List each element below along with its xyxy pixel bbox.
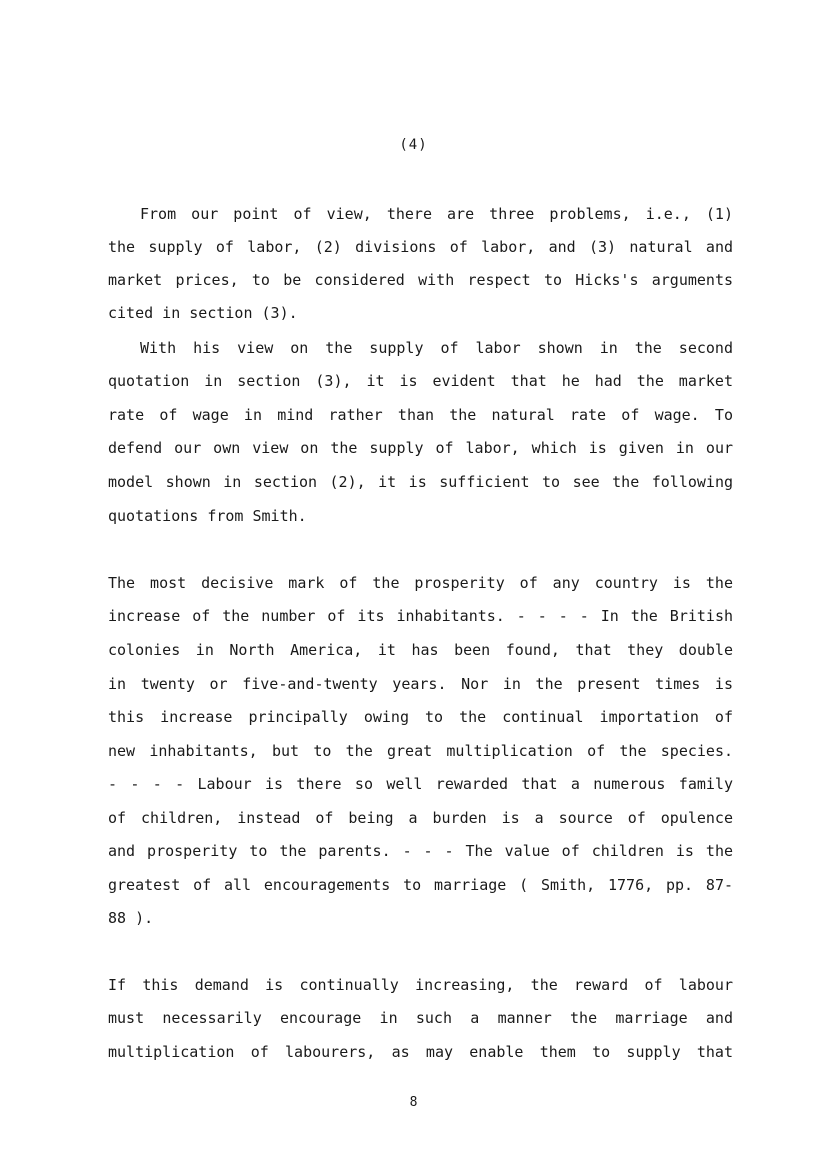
text-line: rate of wage in mind rather than the natural rate of wage. To [108, 406, 733, 424]
quote-line: colonies in North America, it has been found, that they double [108, 641, 733, 659]
quote-line: If this demand is continually increasing, the reward of labour [108, 976, 733, 994]
quote-line: of children, instead of being a burden is a source of opulence [108, 809, 733, 827]
quote-line: greatest of all encouragements to marriage ( Smith, 1776, pp. 87- [108, 876, 733, 894]
text-line: With his view on the supply of labor shown in the second [140, 339, 733, 357]
quote-line: multiplication of labourers, as may enable them to supply that [108, 1043, 733, 1061]
text-line: defend our own view on the supply of labor, which is given in our [108, 439, 733, 457]
quote-line: and prosperity to the parents. - - - The value of children is the [108, 842, 733, 860]
text-line: the supply of labor, (2) divisions of labor, and (3) natural and [108, 238, 733, 256]
quote-line: in twenty or five-and-twenty years. Nor in the present times is [108, 675, 733, 693]
text-line: model shown in section (2), it is sufficient to see the following [108, 473, 733, 491]
quote-line: 88 ). [108, 909, 154, 927]
page-number: 8 [409, 1095, 418, 1110]
text-line: quotations from Smith. [108, 507, 307, 525]
quote-line: The most decisive mark of the prosperity of any country is the [108, 574, 733, 592]
text-line: quotation in section (3), it is evident that he had the market [108, 372, 733, 390]
text-line: cited in section (3). [108, 304, 298, 322]
quote-line: must necessarily encourage in such a manner the marriage and [108, 1009, 733, 1027]
quote-line: new inhabitants, but to the great multiplication of the species. [108, 742, 733, 760]
text-line: From our point of view, there are three problems, i.e., (1) [140, 205, 733, 223]
quote-line: this increase principally owing to the continual importation of [108, 708, 733, 726]
text-line: market prices, to be considered with respect to Hicks's arguments [108, 271, 733, 289]
section-number: (4) [399, 137, 428, 153]
quote-line: increase of the number of its inhabitants. - - - - In the British [108, 607, 733, 625]
quote-line: - - - - Labour is there so well rewarded that a numerous family [108, 775, 733, 793]
